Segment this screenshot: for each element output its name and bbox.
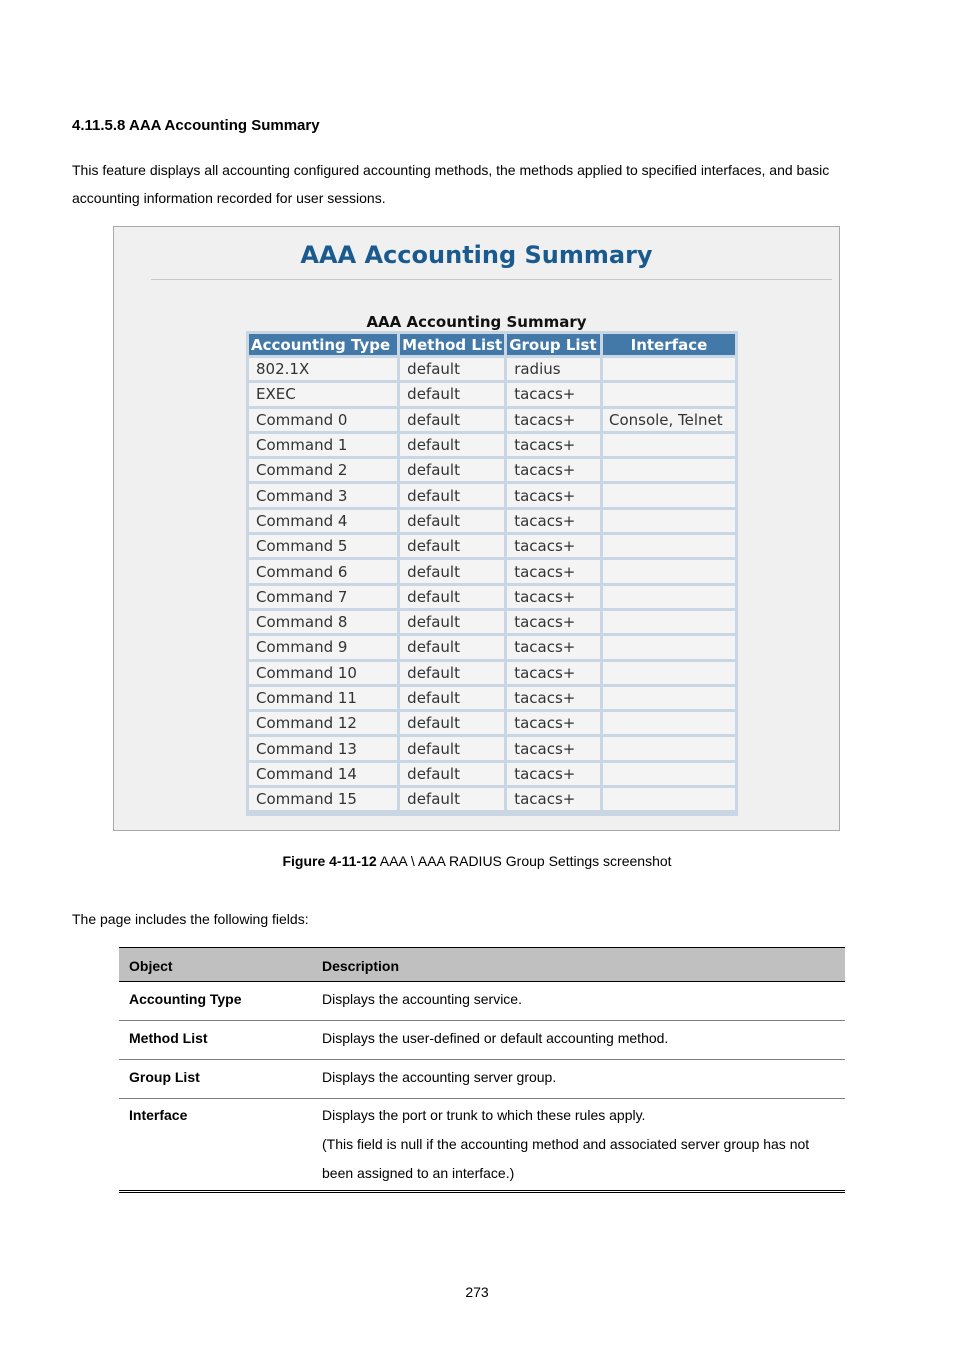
cell-interface <box>603 712 735 734</box>
cell-interface <box>603 636 735 658</box>
cell-accounting-type: 802.1X <box>249 358 397 380</box>
cell-method-list: default <box>400 459 504 481</box>
cell-method-list: default <box>400 687 504 709</box>
cell-method-list: default <box>400 636 504 658</box>
cell-accounting-type: Command 2 <box>249 459 397 481</box>
cell-accounting-type: Command 1 <box>249 434 397 456</box>
table-row <box>249 763 735 785</box>
intro-paragraph: This feature displays all accounting configured accounting methods, the methods applied to specified interfaces, and basic accounting information recorded for user sessions. <box>72 162 830 206</box>
field-description <box>312 1060 845 1099</box>
field-object: Group List <box>119 1060 312 1099</box>
cell-interface <box>603 586 735 608</box>
cell-group-list: tacacs+ <box>507 763 600 785</box>
table-row <box>249 586 735 608</box>
cell-group-list: tacacs+ <box>507 510 600 532</box>
table-header-row <box>249 334 735 355</box>
cell-method-list: default <box>400 586 504 608</box>
table-caption: AAA Accounting Summary <box>366 313 587 331</box>
cell-group-list: tacacs+ <box>507 662 600 684</box>
table-row <box>249 687 735 709</box>
fields-row <box>119 982 845 1021</box>
cell-accounting-type: Command 12 <box>249 712 397 734</box>
description-line: (This field is null if the accounting method and associated server group has not <box>322 1136 810 1152</box>
cell-accounting-type: Command 10 <box>249 662 397 684</box>
cell-accounting-type: Command 6 <box>249 560 397 582</box>
cell-interface <box>603 687 735 709</box>
field-object: Method List <box>119 1021 312 1060</box>
panel-title: AAA Accounting Summary <box>300 241 653 269</box>
cell-interface <box>603 434 735 456</box>
cell-group-list: radius <box>507 358 600 380</box>
table-row <box>249 611 735 633</box>
cell-method-list: default <box>400 484 504 506</box>
cell-group-list: tacacs+ <box>507 687 600 709</box>
cell-group-list: tacacs+ <box>507 535 600 557</box>
cell-accounting-type: Command 8 <box>249 611 397 633</box>
table-row <box>249 409 735 431</box>
table-row <box>249 383 735 405</box>
cell-group-list: tacacs+ <box>507 459 600 481</box>
cell-accounting-type: Command 13 <box>249 737 397 759</box>
cell-interface <box>603 737 735 759</box>
cell-interface <box>603 535 735 557</box>
cell-group-list: tacacs+ <box>507 434 600 456</box>
cell-group-list: tacacs+ <box>507 611 600 633</box>
field-object: Accounting Type <box>119 982 312 1021</box>
column-header-method-list: Method List <box>402 335 503 354</box>
figure-caption <box>0 853 954 869</box>
cell-method-list: default <box>400 712 504 734</box>
cell-interface <box>603 358 735 380</box>
cell-accounting-type: Command 11 <box>249 687 397 709</box>
table-row <box>249 560 735 582</box>
cell-method-list: default <box>400 737 504 759</box>
cell-method-list: default <box>400 535 504 557</box>
figure-label: Figure 4-11-12 <box>282 853 377 869</box>
cell-method-list: default <box>400 383 504 405</box>
column-header-group-list: Group List <box>507 334 600 355</box>
cell-accounting-type: Command 0 <box>249 409 397 431</box>
table-row <box>249 434 735 456</box>
table-row <box>249 788 735 810</box>
fields-header-row <box>119 948 845 982</box>
cell-accounting-type: Command 3 <box>249 484 397 506</box>
cell-method-list: default <box>400 662 504 684</box>
cell-method-list: default <box>400 611 504 633</box>
cell-interface <box>603 662 735 684</box>
fields-row <box>119 1060 845 1099</box>
description-line: Displays the accounting server group. <box>322 1069 557 1085</box>
header-description: Description <box>312 948 845 982</box>
cell-accounting-type: Command 5 <box>249 535 397 557</box>
description-line: Displays the port or trunk to which these rules apply. <box>322 1107 646 1123</box>
table-row <box>249 535 735 557</box>
cell-group-list: tacacs+ <box>507 383 600 405</box>
table-row <box>249 459 735 481</box>
table-bottom-border <box>119 1190 845 1193</box>
cell-group-list: tacacs+ <box>507 636 600 658</box>
header-object: Object <box>119 948 312 982</box>
cell-accounting-type: EXEC <box>249 383 397 405</box>
cell-interface <box>603 788 735 810</box>
description-line: Displays the user-defined or default accounting method. <box>322 1030 669 1046</box>
cell-accounting-type: Command 4 <box>249 510 397 532</box>
field-object: Interface <box>129 1107 188 1123</box>
cell-method-list: default <box>400 358 504 380</box>
field-description <box>312 1021 845 1060</box>
cell-group-list: tacacs+ <box>507 788 600 810</box>
fields-row <box>119 1099 845 1191</box>
cell-accounting-type: Command 7 <box>249 586 397 608</box>
table-row <box>249 510 735 532</box>
table-row <box>249 737 735 759</box>
cell-interface <box>603 383 735 405</box>
cell-group-list: tacacs+ <box>507 586 600 608</box>
description-line: Displays the accounting service. <box>322 991 522 1007</box>
table-row <box>249 636 735 658</box>
cell-accounting-type: Command 14 <box>249 763 397 785</box>
description-line: been assigned to an interface.) <box>322 1165 515 1181</box>
fields-intro: The page includes the following fields: <box>72 911 309 927</box>
cell-method-list: default <box>400 560 504 582</box>
column-header-interface: Interface <box>603 334 735 355</box>
screenshot-panel <box>113 226 840 831</box>
cell-interface <box>603 560 735 582</box>
accounting-summary-table <box>246 331 738 816</box>
table-row <box>249 662 735 684</box>
table-row <box>249 358 735 380</box>
cell-group-list: tacacs+ <box>507 737 600 759</box>
cell-group-list: tacacs+ <box>507 409 600 431</box>
cell-method-list: default <box>400 510 504 532</box>
fields-row <box>119 1021 845 1060</box>
table-row <box>249 484 735 506</box>
cell-method-list: default <box>400 763 504 785</box>
title-divider <box>151 279 832 280</box>
fields-table <box>119 947 845 1193</box>
cell-accounting-type: Command 15 <box>249 788 397 810</box>
field-description <box>312 1099 845 1191</box>
cell-group-list: tacacs+ <box>507 560 600 582</box>
section-title: 4.11.5.8 AAA Accounting Summary <box>72 117 320 134</box>
table-row <box>249 712 735 734</box>
cell-group-list: tacacs+ <box>507 712 600 734</box>
page-number: 273 <box>465 1284 489 1300</box>
figure-text: AAA \ AAA RADIUS Group Settings screenshot <box>376 853 672 869</box>
cell-interface <box>603 763 735 785</box>
cell-interface: Console, Telnet <box>603 409 735 431</box>
cell-interface <box>603 611 735 633</box>
field-description <box>312 982 845 1021</box>
cell-interface <box>603 484 735 506</box>
cell-accounting-type: Command 9 <box>249 636 397 658</box>
cell-method-list: default <box>400 409 504 431</box>
cell-interface <box>603 510 735 532</box>
column-header-accounting-type: Accounting Type <box>249 334 397 355</box>
cell-interface <box>603 459 735 481</box>
cell-method-list: default <box>400 788 504 810</box>
cell-method-list: default <box>400 434 504 456</box>
cell-group-list: tacacs+ <box>507 484 600 506</box>
